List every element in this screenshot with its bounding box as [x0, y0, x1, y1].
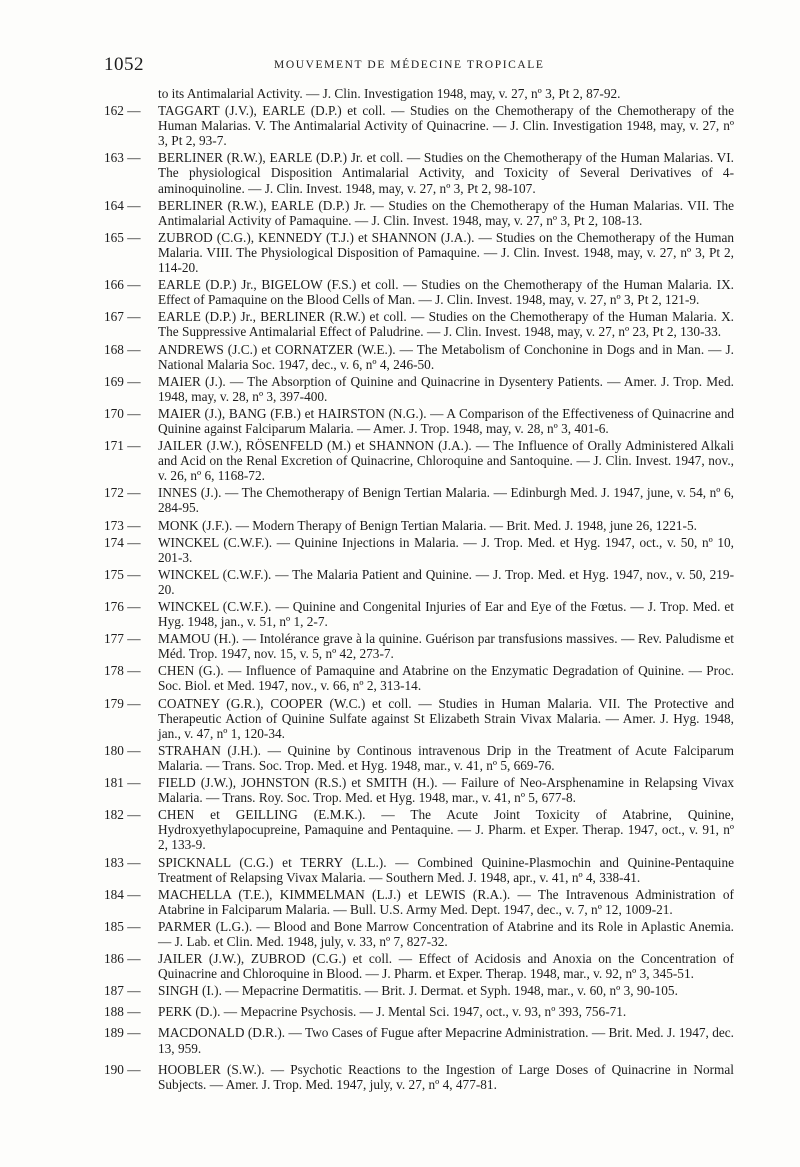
- reference-number: 164 —: [104, 197, 141, 213]
- reference-number: 188 —: [104, 1004, 141, 1020]
- reference-text: MAMOU (H.). — Intolérance grave à la quinine. Guérison par transfusions massives. — Rev. Paludisme et Méd. Trop. 1947, nov. 15, v. 5, nº 42, 273-7.: [158, 631, 734, 662]
- reference-number: 180 —: [104, 742, 141, 758]
- reference-text: CHEN et GEILLING (E.M.K.). — The Acute Joint Toxicity of Atabrine, Quinine, Hydroxyethylapocupreine, Pamaquine and Pentaquine. — J. Pharm. et Exper. Therap. 1947, oct., v. 91, nº 2, 133-9.: [158, 807, 734, 853]
- reference-text: to its Antimalarial Activity. — J. Clin. Investigation 1948, may, v. 27, nº 3, Pt 2, 87-92.: [158, 86, 621, 101]
- reference-text: ANDREWS (J.C.) et CORNATZER (W.E.). — The Metabolism of Conchonine in Dogs and in Man. — J. National Malaria Soc. 1947, dec., v. 6, nº 4, 246-50.: [158, 341, 734, 372]
- reference-number: 169 —: [104, 373, 141, 389]
- reference-text: MAIER (J.), BANG (F.B.) et HAIRSTON (N.G.). — A Comparison of the Effectiveness of Quinacrine and Quinine against Falciparum Malaria. — Amer. J. Trop. 1948, may, v. 28, nº 3, 401-6.: [158, 405, 734, 436]
- reference-text: STRAHAN (J.H.). — Quinine by Continous intravenous Drip in the Treatment of Acute Falciparum Malaria. — Trans. Soc. Trop. Med. et Hyg. 1948, mar., v. 41, nº 5, 669-76.: [158, 742, 734, 773]
- reference-entry: [104, 743, 734, 773]
- reference-list: [104, 86, 734, 1094]
- reference-entry: [104, 1062, 734, 1092]
- reference-entry: [104, 485, 734, 515]
- reference-text: INNES (J.). — The Chemotherapy of Benign Tertian Malaria. — Edinburgh Med. J. 1947, june, v. 54, nº 6, 284-95.: [158, 485, 734, 516]
- reference-text: SPICKNALL (C.G.) et TERRY (L.L.). — Combined Quinine-Plasmochin and Quinine-Pentaquine Treatment of Relapsing Vivax Malaria. — Southern Med. J. 1948, apr., v. 41, nº 4, 338-41.: [158, 854, 734, 885]
- reference-entry: [104, 696, 734, 741]
- reference-entry: [104, 807, 734, 852]
- reference-number: 167 —: [104, 309, 141, 325]
- reference-number: 163 —: [104, 150, 141, 166]
- reference-entry: [104, 599, 734, 629]
- reference-number: 179 —: [104, 695, 141, 711]
- reference-text: JAILER (J.W.), ZUBROD (C.G.) et coll. — Effect of Acidosis and Anoxia on the Concentration of Quinacrine and Chloroquine in Blood. — J. Pharm. et Exper. Therap. 1948, mar., v. 92, nº 3, 345-51.: [158, 951, 734, 982]
- reference-entry: [104, 631, 734, 661]
- reference-text: FIELD (J.W.), JOHNSTON (R.S.) et SMITH (H.). — Failure of Neo-Arsphenamine in Relapsing Vivax Malaria. — Trans. Roy. Soc. Trop. Med. et Hyg. 1948, mar., v. 41, nº 5, 677-8.: [158, 775, 734, 806]
- reference-number: 189 —: [104, 1025, 141, 1041]
- reference-text: MACHELLA (T.E.), KIMMELMAN (L.J.) et LEWIS (R.A.). — The Intravenous Administration of Atabrine in Falciparum Malaria. — Bull. U.S. Army Med. Dept. 1947, dec., v. 7, nº 12, 1009-21.: [158, 886, 734, 917]
- reference-entry: [104, 198, 734, 228]
- reference-entry: [104, 951, 734, 981]
- reference-text: HOOBLER (S.W.). — Psychotic Reactions to the Ingestion of Large Doses of Quinacrine in Normal Subjects. — Amer. J. Trop. Med. 1947, july, v. 27, nº 4, 477-81.: [158, 1061, 734, 1092]
- reference-entry: [104, 374, 734, 404]
- reference-entry: [104, 887, 734, 917]
- reference-text: WINCKEL (C.W.F.). — The Malaria Patient and Quinine. — J. Trop. Med. et Hyg. 1947, nov., v. 50, 219-20.: [158, 566, 734, 597]
- reference-text: BERLINER (R.W.), EARLE (D.P.) Jr. et coll. — Studies on the Chemotherapy of the Human Malarias. VI. The physiological Disposition Antimalarial Activity, and Toxicity of Several Derivatives of 4-aminoquinoline. — J. Clin. Invest. 1948, may, v. 27, nº 3, Pt 2, 98-107.: [158, 150, 734, 196]
- reference-entry: [104, 309, 734, 339]
- reference-text: MONK (J.F.). — Modern Therapy of Benign Tertian Malaria. — Brit. Med. J. 1948, june 26, 1221-5.: [158, 517, 697, 533]
- reference-entry: [104, 406, 734, 436]
- reference-number: 187 —: [104, 983, 141, 999]
- reference-text: EARLE (D.P.) Jr., BERLINER (R.W.) et coll. — Studies on the Chemotherapy of the Human Malaria. X. The Suppressive Antimalarial Effect of Paludrine. — J. Clin. Invest. 1948, may, v. 27, nº 23, Pt 2, 130-33.: [158, 309, 734, 340]
- reference-entry: [104, 342, 734, 372]
- reference-entry: [104, 230, 734, 275]
- reference-text: WINCKEL (C.W.F.). — Quinine and Congenital Injuries of Ear and Eye of the Fœtus. — J. Trop. Med. et Hyg. 1948, jan., v. 51, nº 1, 2-7.: [158, 599, 734, 630]
- reference-entry: [104, 1004, 734, 1019]
- reference-entry: [104, 983, 734, 998]
- reference-number: 171 —: [104, 438, 141, 454]
- reference-entry: [104, 518, 734, 533]
- reference-number: 166 —: [104, 277, 141, 293]
- reference-number: 178 —: [104, 663, 141, 679]
- page-header: [104, 54, 744, 76]
- reference-text: MACDONALD (D.R.). — Two Cases of Fugue after Mepacrine Administration. — Brit. Med. J. 1947, dec. 13, 959.: [158, 1025, 734, 1056]
- reference-number: 177 —: [104, 631, 141, 647]
- reference-number: 185 —: [104, 918, 141, 934]
- reference-entry: [104, 567, 734, 597]
- running-head: MOUVEMENT DE MÉDECINE TROPICALE: [274, 59, 545, 71]
- reference-text: JAILER (J.W.), RÖSENFELD (M.) et SHANNON (J.A.). — The Influence of Orally Administered Alkali and Acid on the Renal Excretion of Quinacrine, Chloroquine and Santoquine. — J. Clin. Invest. 1947, nov., v. 26, nº 6, 1168-72.: [158, 438, 734, 484]
- reference-number: 165 —: [104, 229, 141, 245]
- reference-entry: [104, 277, 734, 307]
- reference-number: 182 —: [104, 807, 141, 823]
- reference-number: 181 —: [104, 775, 141, 791]
- reference-text: PERK (D.). — Mepacrine Psychosis. — J. Mental Sci. 1947, oct., v. 93, nº 393, 756-71.: [158, 1004, 627, 1020]
- reference-text: SINGH (I.). — Mepacrine Dermatitis. — Brit. J. Dermat. et Syph. 1948, mar., v. 60, nº 3, 90-105.: [158, 983, 678, 999]
- reference-text: TAGGART (J.V.), EARLE (D.P.) et coll. — Studies on the Chemotherapy of the Chemotherapy of the Human Malarias. V. The Antimalarial Activity of Quinacrine. — J. Clin. Investigation 1948, may, v. 27, nº 3, Pt 2, 93-7.: [158, 103, 734, 149]
- reference-entry: [104, 775, 734, 805]
- reference-number: 170 —: [104, 405, 141, 421]
- reference-text: WINCKEL (C.W.F.). — Quinine Injections in Malaria. — J. Trop. Med. et Hyg. 1947, oct., v. 50, nº 10, 201-3.: [158, 534, 734, 565]
- reference-entry: [104, 86, 734, 101]
- reference-number: 175 —: [104, 566, 141, 582]
- reference-entry: [104, 438, 734, 483]
- reference-entry: [104, 150, 734, 195]
- reference-text: EARLE (D.P.) Jr., BIGELOW (F.S.) et coll. — Studies on the Chemotherapy of the Human Malaria. IX. Effect of Pamaquine on the Blood Cells of Man. — J. Clin. Invest. 1948, may, v. 27, nº 3, Pt 2, 121-9.: [158, 277, 734, 308]
- reference-text: PARMER (L.G.). — Blood and Bone Marrow Concentration of Atabrine and its Role in Aplastic Anemia. — J. Lab. et Clin. Med. 1948, july, v. 33, nº 7, 827-32.: [158, 918, 734, 949]
- reference-text: ZUBROD (C.G.), KENNEDY (T.J.) et SHANNON (J.A.). — Studies on the Chemotherapy of the Human Malaria. VIII. The Physiological Disposition of Pamaquine. — J. Clin. Invest. 1948, may, v. 27, nº 3, Pt 2, 114-20.: [158, 229, 734, 276]
- reference-entry: [104, 535, 734, 565]
- reference-text: CHEN (G.). — Influence of Pamaquine and Atabrine on the Enzymatic Degradation of Quinine. — Proc. Soc. Biol. et Med. 1947, nov., v. 66, nº 2, 313-14.: [158, 663, 734, 694]
- reference-number: 168 —: [104, 341, 141, 357]
- reference-number: 176 —: [104, 599, 141, 614]
- reference-entry: [104, 1025, 734, 1055]
- reference-entry: [104, 855, 734, 885]
- reference-number: 186 —: [104, 951, 141, 967]
- reference-number: 183 —: [104, 854, 141, 870]
- reference-number: 172 —: [104, 485, 141, 501]
- reference-number: 190 —: [104, 1061, 141, 1077]
- reference-number: 162 —: [104, 103, 141, 119]
- reference-text: COATNEY (G.R.), COOPER (W.C.) et coll. — Studies in Human Malaria. VII. The Protective and Therapeutic Action of Quinine Sulfate against St Elizabeth Strain Vivax Malaria. — Amer. J. Hyg. 1948, jan., v. 47, nº 1, 120-34.: [158, 695, 734, 741]
- reference-number: 174 —: [104, 534, 141, 550]
- reference-text: BERLINER (R.W.), EARLE (D.P.) Jr. — Studies on the Chemotherapy of the Human Malarias. VII. The Antimalarial Activity of Pamaquine. — J. Clin. Invest. 1948, may, v. 27, nº 3, Pt 2, 108-13.: [158, 197, 734, 228]
- reference-entry: [104, 663, 734, 693]
- reference-entry: [104, 919, 734, 949]
- reference-number: 184 —: [104, 886, 141, 902]
- page-number: 1052: [104, 54, 144, 75]
- reference-number: 173 —: [104, 517, 141, 533]
- reference-text: MAIER (J.). — The Absorption of Quinine and Quinacrine in Dysentery Patients. — Amer. J. Trop. Med. 1948, may, v. 28, nº 3, 397-400.: [158, 373, 734, 404]
- reference-entry: [104, 103, 734, 148]
